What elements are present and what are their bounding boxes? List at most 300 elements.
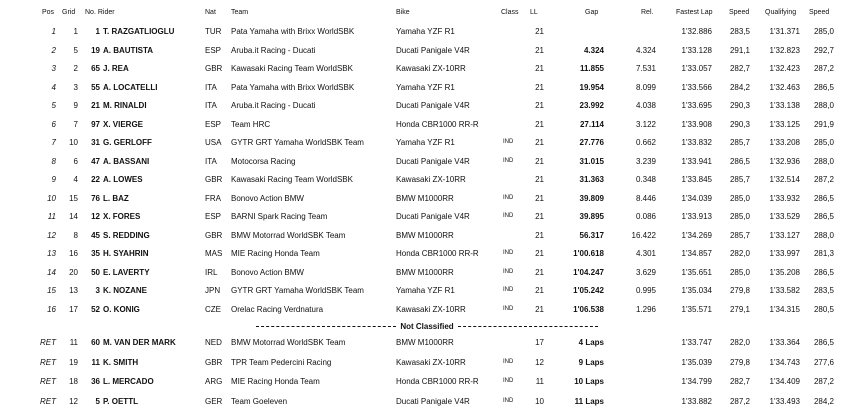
header-qualifying: Qualifying: [765, 9, 797, 16]
cell-grid: 19: [69, 357, 78, 367]
cell-rider-name: O. KONIG: [103, 304, 140, 314]
cell-qualifying: 1'34.409: [769, 377, 800, 386]
cell-class: IND: [503, 157, 514, 164]
cell-grid: 12: [69, 396, 78, 406]
cell-speed: 287,2: [729, 396, 750, 406]
cell-rider-number: 19: [91, 45, 100, 55]
cell-qualifying: 1'32.514: [769, 175, 800, 184]
cell-rider-number: 50: [91, 267, 100, 277]
cell-fastest-lap: 1'32.886: [681, 27, 712, 36]
cell-laps: 21: [535, 101, 544, 110]
cell-grid: 7: [73, 119, 78, 129]
cell-grid: 9: [73, 101, 78, 110]
cell-speed: 290,3: [729, 101, 750, 110]
cell-gap: 4 Laps: [578, 338, 604, 347]
cell-pos: 3: [51, 64, 56, 73]
cell-bike: Ducati Panigale V4R: [396, 45, 470, 55]
cell-bike: Yamaha YZF R1: [396, 27, 455, 36]
cell-qualifying: 1'33.208: [769, 138, 800, 147]
cell-rel: 0.348: [635, 175, 656, 184]
cell-rider-number: 22: [91, 175, 100, 184]
cell-qualifying-speed: 288,0: [813, 230, 834, 240]
table-row: [0, 23, 854, 40]
cell-bike: Yamaha YZF R1: [396, 286, 455, 295]
cell-qualifying: 1'33.529: [769, 212, 800, 221]
cell-qualifying-speed: 277,6: [813, 357, 834, 367]
cell-bike: BMW M1000RR: [396, 230, 454, 240]
table-row: [0, 245, 854, 262]
cell-rider-name: X. FORES: [103, 212, 141, 221]
cell-pos: RET: [40, 357, 56, 367]
cell-speed: 285,0: [729, 193, 750, 203]
cell-qualifying: 1'32.936: [769, 156, 800, 166]
cell-team: MIE Racing Honda Team: [231, 377, 320, 386]
table-row: [0, 190, 854, 207]
cell-gap: 1'05.242: [573, 286, 604, 295]
header-grid: Grid: [62, 9, 76, 16]
cell-rel: 0.662: [635, 138, 656, 147]
cell-rider-name: K. NOZANE: [103, 286, 147, 295]
header-team: Team: [231, 9, 249, 16]
cell-pos: 6: [51, 119, 56, 129]
cell-bike: BMW M1000RR: [396, 193, 454, 203]
cell-speed: 283,5: [729, 27, 750, 36]
cell-grid: 1: [73, 27, 78, 36]
cell-fastest-lap: 1'34.857: [681, 249, 712, 258]
cell-speed: 282,0: [729, 338, 750, 347]
cell-rider-name: M. VAN DER MARK: [103, 338, 176, 347]
cell-nationality: NED: [205, 338, 222, 347]
table-row: [0, 354, 854, 371]
table-row: [0, 97, 854, 114]
cell-fastest-lap: 1'33.128: [681, 45, 712, 55]
cell-bike: Honda CBR1000 RR-R: [396, 377, 479, 386]
cell-laps: 21: [535, 212, 544, 221]
table-row: [0, 42, 854, 59]
cell-grid: 8: [73, 230, 78, 240]
cell-class: IND: [503, 268, 514, 275]
cell-rider-number: 76: [91, 193, 100, 203]
header-gap: Gap: [585, 9, 599, 16]
table-row: [0, 134, 854, 151]
table-row: [0, 393, 854, 410]
cell-gap: 27.114: [579, 119, 604, 129]
cell-laps: 21: [535, 175, 544, 184]
cell-speed: 282,7: [729, 377, 750, 386]
cell-bike: Kawasaki ZX-10RR: [396, 64, 466, 73]
cell-rider-name: L. MERCADO: [103, 377, 154, 386]
cell-fastest-lap: 1'33.832: [681, 138, 712, 147]
cell-bike: BMW M1000RR: [396, 267, 454, 277]
cell-grid: 3: [73, 82, 78, 92]
cell-laps: 10: [535, 396, 544, 406]
header-fastest-lap: Fastest Lap: [676, 9, 713, 16]
cell-team: Kawasaki Racing Team WorldSBK: [231, 64, 353, 73]
table-row: [0, 171, 854, 188]
cell-team: Team Goeleven: [231, 396, 288, 406]
cell-qualifying: 1'33.582: [769, 286, 800, 295]
cell-laps: 21: [535, 64, 544, 73]
table-row: [0, 60, 854, 77]
cell-laps: 21: [535, 156, 544, 166]
cell-rider-name: A. BASSANI: [103, 156, 150, 166]
cell-rider-number: 5: [95, 396, 100, 406]
cell-nationality: USA: [205, 138, 222, 147]
cell-team: Orelac Racing Verdnatura: [231, 304, 324, 314]
cell-team: BMW Motorrad WorldSBK Team: [231, 338, 346, 347]
table-row: [0, 282, 854, 299]
cell-grid: 4: [73, 175, 78, 184]
cell-pos: RET: [40, 338, 56, 347]
cell-qualifying-speed: 286,5: [813, 193, 834, 203]
cell-gap: 11 Laps: [574, 396, 604, 406]
cell-gap: 39.809: [579, 193, 604, 203]
cell-class: IND: [503, 287, 514, 293]
table-row: [0, 334, 854, 351]
cell-qualifying-speed: 286,5: [813, 267, 834, 277]
cell-rel: 1.296: [635, 304, 656, 314]
cell-team: MIE Racing Honda Team: [231, 249, 320, 258]
table-row: [0, 301, 854, 318]
cell-laps: 17: [535, 338, 544, 347]
cell-rider-name: A. LOWES: [103, 175, 143, 184]
cell-rel: 8.446: [635, 193, 656, 203]
cell-fastest-lap: 1'33.747: [681, 338, 712, 347]
cell-qualifying: 1'33.364: [769, 338, 800, 347]
cell-class: IND: [503, 139, 514, 145]
cell-gap: 31.015: [579, 156, 604, 166]
cell-pos: 1: [51, 27, 56, 36]
cell-nationality: ESP: [205, 212, 222, 221]
cell-team: GYTR GRT Yamaha WorldSBK Team: [231, 138, 364, 147]
cell-grid: 6: [73, 156, 78, 166]
header-row: [0, 4, 854, 21]
cell-gap: 27.776: [579, 138, 604, 147]
cell-class: IND: [503, 194, 514, 201]
cell-laps: 21: [535, 286, 544, 295]
header-rel: Rel.: [641, 9, 654, 16]
cell-speed: 291,1: [729, 45, 750, 55]
cell-pos: RET: [40, 396, 56, 406]
cell-pos: RET: [40, 377, 56, 386]
cell-rel: 7.531: [635, 64, 656, 73]
cell-nationality: ITA: [205, 82, 217, 92]
cell-laps: 21: [535, 138, 544, 147]
cell-rel: 4.324: [635, 45, 656, 55]
cell-nationality: ITA: [205, 156, 217, 166]
cell-team: Aruba.it Racing - Ducati: [231, 45, 316, 55]
cell-pos: 10: [47, 193, 56, 203]
cell-fastest-lap: 1'35.034: [681, 286, 712, 295]
cell-gap: 9 Laps: [578, 357, 604, 367]
cell-laps: 12: [535, 357, 544, 367]
cell-bike: Ducati Panigale V4R: [396, 396, 470, 406]
cell-pos: 11: [47, 212, 56, 221]
cell-qualifying: 1'34.315: [769, 304, 800, 314]
cell-grid: 15: [69, 193, 78, 203]
cell-gap: 23.992: [579, 101, 604, 110]
table-row: [0, 116, 854, 133]
cell-nationality: GER: [205, 396, 223, 406]
cell-rel: 0.995: [635, 286, 656, 295]
cell-bike: Yamaha YZF R1: [396, 82, 455, 92]
cell-rider-name: J. REA: [103, 64, 129, 73]
cell-qualifying: 1'33.127: [769, 230, 800, 240]
header-qualifying-speed: Speed: [809, 9, 830, 16]
cell-team: Pata Yamaha with Brixx WorldSBK: [231, 82, 355, 92]
cell-gap: 1'06.538: [573, 304, 604, 314]
cell-rel: 8.099: [635, 82, 656, 92]
cell-fastest-lap: 1'33.695: [681, 101, 712, 110]
table-row: [0, 208, 854, 225]
cell-rel: 0.086: [635, 212, 656, 221]
cell-nationality: GBR: [205, 230, 223, 240]
cell-speed: 279,8: [729, 357, 750, 367]
cell-laps: 21: [535, 267, 544, 277]
cell-fastest-lap: 1'35.039: [681, 357, 712, 367]
cell-qualifying: 1'31.371: [769, 27, 800, 36]
cell-pos: 13: [47, 249, 56, 258]
cell-speed: 285,7: [729, 230, 750, 240]
cell-rider-number: 1: [95, 27, 100, 36]
cell-nationality: TUR: [205, 27, 222, 36]
cell-class: IND: [503, 250, 514, 256]
cell-rider-name: S. REDDING: [103, 230, 150, 240]
cell-fastest-lap: 1'35.651: [681, 267, 712, 277]
cell-nationality: ARG: [205, 377, 223, 386]
cell-gap: 11.855: [579, 64, 604, 73]
cell-nationality: GBR: [205, 357, 223, 367]
table-row: [0, 373, 854, 390]
cell-speed: 290,3: [729, 119, 750, 129]
cell-nationality: IRL: [205, 267, 218, 277]
cell-rider-number: 36: [91, 377, 100, 386]
cell-team: TPR Team Pedercini Racing: [231, 357, 332, 367]
cell-bike: Kawasaki ZX-10RR: [396, 304, 466, 314]
not-classified-label: Not Classified: [400, 322, 454, 331]
cell-grid: 20: [69, 267, 78, 277]
cell-qualifying-speed: 287,2: [813, 175, 834, 184]
cell-rider-number: 97: [91, 119, 100, 129]
cell-qualifying-speed: 288,0: [813, 156, 834, 166]
cell-rider-name: K. SMITH: [103, 357, 139, 367]
cell-rider-number: 31: [91, 138, 100, 147]
cell-pos: 12: [47, 230, 56, 240]
cell-rider-name: T. RAZGATLIOGLU: [103, 27, 175, 36]
cell-bike: Ducati Panigale V4R: [396, 101, 470, 110]
cell-rider-number: 12: [91, 212, 100, 221]
cell-nationality: ESP: [205, 45, 222, 55]
cell-laps: 21: [535, 304, 544, 314]
cell-pos: 2: [51, 45, 56, 55]
cell-rider-number: 35: [91, 249, 100, 258]
header-class: Class: [501, 9, 519, 16]
cell-laps: 21: [535, 249, 544, 258]
cell-speed: 279,8: [729, 286, 750, 295]
cell-qualifying-speed: 287,2: [813, 64, 834, 73]
cell-speed: 284,2: [729, 82, 750, 92]
cell-rel: 4.038: [635, 101, 656, 110]
cell-gap: 1'00.618: [573, 249, 604, 258]
cell-qualifying-speed: 288,0: [813, 101, 834, 110]
cell-bike: BMW M1000RR: [396, 338, 454, 347]
cell-grid: 14: [69, 212, 78, 221]
cell-fastest-lap: 1'33.908: [681, 119, 712, 129]
cell-rider-name: M. RINALDI: [103, 101, 147, 110]
cell-qualifying-speed: 285,0: [813, 138, 834, 147]
cell-qualifying: 1'33.125: [769, 119, 800, 129]
cell-pos: 4: [51, 82, 56, 92]
cell-gap: 31.363: [579, 175, 604, 184]
cell-nationality: CZE: [205, 304, 221, 314]
cell-rider-number: 11: [91, 357, 100, 367]
cell-rider-name: A. LOCATELLI: [103, 82, 158, 92]
cell-bike: Honda CBR1000 RR-R: [396, 249, 479, 258]
cell-nationality: GBR: [205, 175, 223, 184]
cell-qualifying-speed: 281,3: [813, 249, 834, 258]
cell-speed: 285,7: [729, 138, 750, 147]
cell-gap: 4.324: [583, 45, 604, 55]
cell-laps: 21: [535, 27, 544, 36]
cell-speed: 282,0: [729, 249, 750, 258]
table-row: [0, 264, 854, 281]
cell-rider-name: E. LAVERTY: [103, 267, 150, 277]
cell-gap: 19.954: [579, 82, 604, 92]
cell-qualifying: 1'33.997: [769, 249, 800, 258]
cell-laps: 21: [535, 193, 544, 203]
cell-speed: 282,7: [729, 64, 750, 73]
cell-pos: 8: [51, 156, 56, 166]
cell-qualifying: 1'34.743: [769, 357, 800, 367]
table-row: [0, 79, 854, 96]
cell-pos: 15: [47, 286, 56, 295]
header-bike: Bike: [396, 9, 410, 16]
cell-rider-name: A. BAUTISTA: [103, 45, 154, 55]
cell-bike: Ducati Panigale V4R: [396, 156, 470, 166]
cell-fastest-lap: 1'33.941: [681, 156, 712, 166]
cell-gap: 1'04.247: [573, 267, 604, 277]
cell-team: Aruba.it Racing - Ducati: [231, 101, 316, 110]
cell-grid: 10: [69, 138, 78, 147]
cell-rider-number: 47: [91, 156, 100, 166]
cell-fastest-lap: 1'34.269: [681, 230, 712, 240]
cell-nationality: MAS: [205, 249, 223, 258]
cell-grid: 2: [73, 64, 78, 73]
cell-qualifying: 1'32.823: [769, 45, 800, 55]
cell-team: Kawasaki Racing Team WorldSBK: [231, 175, 353, 184]
cell-rider-name: H. SYAHRIN: [103, 249, 149, 258]
header-ll: LL: [530, 9, 538, 16]
cell-fastest-lap: 1'33.057: [681, 64, 712, 73]
cell-gap: 39.895: [579, 212, 604, 221]
cell-grid: 13: [69, 286, 78, 295]
cell-rel: 16.422: [631, 230, 656, 240]
cell-qualifying-speed: 286,5: [813, 82, 834, 92]
cell-bike: Kawasaki ZX-10RR: [396, 357, 466, 367]
cell-fastest-lap: 1'34.039: [681, 193, 712, 203]
cell-laps: 21: [535, 119, 544, 129]
cell-qualifying-speed: 291,9: [813, 119, 834, 129]
cell-bike: Kawasaki ZX-10RR: [396, 175, 466, 184]
cell-qualifying-speed: 283,5: [813, 286, 834, 295]
cell-pos: 14: [47, 267, 56, 277]
cell-rider-number: 45: [91, 230, 100, 240]
cell-qualifying-speed: 284,2: [813, 396, 834, 406]
cell-bike: Ducati Panigale V4R: [396, 212, 470, 221]
cell-grid: 11: [69, 338, 78, 347]
header-nat: Nat: [205, 9, 216, 16]
cell-rider-number: 65: [91, 64, 100, 73]
cell-pos: 9: [51, 175, 56, 184]
cell-class: IND: [503, 378, 514, 384]
cell-team: BMW Motorrad WorldSBK Team: [231, 230, 346, 240]
cell-speed: 285,0: [729, 212, 750, 221]
cell-bike: Yamaha YZF R1: [396, 138, 455, 147]
table-row: [0, 227, 854, 244]
cell-gap: 10 Laps: [574, 377, 604, 386]
cell-pos: 7: [51, 138, 56, 147]
cell-laps: 11: [535, 377, 544, 386]
cell-rel: 3.629: [635, 267, 656, 277]
cell-team: GYTR GRT Yamaha WorldSBK Team: [231, 286, 364, 295]
cell-qualifying-speed: 286,5: [813, 338, 834, 347]
cell-nationality: ESP: [205, 119, 222, 129]
header-pos: Pos: [42, 9, 55, 16]
cell-rel: 3.122: [635, 119, 656, 129]
cell-team: BARNI Spark Racing Team: [231, 212, 328, 221]
cell-speed: 286,5: [729, 156, 750, 166]
cell-qualifying-speed: 287,2: [813, 377, 834, 386]
cell-rider-name: G. GERLOFF: [103, 138, 152, 147]
cell-qualifying: 1'33.493: [769, 396, 800, 406]
cell-nationality: JPN: [205, 286, 221, 295]
cell-fastest-lap: 1'35.571: [681, 304, 712, 314]
header-no-rider: No. Rider: [85, 9, 115, 16]
cell-nationality: FRA: [205, 193, 221, 203]
cell-team: Bonovo Action BMW: [231, 267, 304, 277]
cell-rider-number: 21: [91, 101, 100, 110]
cell-laps: 21: [535, 82, 544, 92]
cell-rider-name: L. BAZ: [103, 193, 129, 203]
cell-qualifying-speed: 292,7: [813, 45, 834, 55]
cell-grid: 17: [69, 304, 78, 314]
cell-qualifying: 1'35.208: [769, 267, 800, 277]
cell-team: Team HRC: [231, 119, 271, 129]
cell-laps: 21: [535, 230, 544, 240]
cell-rider-name: X. VIERGE: [103, 119, 144, 129]
cell-rider-number: 60: [91, 338, 100, 347]
cell-speed: 285,7: [729, 175, 750, 184]
cell-class: IND: [503, 397, 514, 404]
cell-class: IND: [503, 305, 514, 312]
cell-nationality: ITA: [205, 101, 217, 110]
cell-qualifying-speed: 285,0: [813, 27, 834, 36]
cell-fastest-lap: 1'33.845: [681, 175, 712, 184]
cell-pos: 16: [47, 304, 56, 314]
not-classified-divider: [0, 321, 854, 333]
cell-laps: 21: [535, 45, 544, 55]
cell-fastest-lap: 1'34.799: [681, 377, 712, 386]
table-row: [0, 153, 854, 170]
cell-grid: 16: [69, 249, 78, 258]
cell-qualifying: 1'33.932: [769, 193, 800, 203]
cell-team: Motocorsa Racing: [231, 156, 296, 166]
cell-team: Pata Yamaha with Brixx WorldSBK: [231, 27, 355, 36]
cell-qualifying: 1'33.138: [769, 101, 800, 110]
cell-fastest-lap: 1'33.566: [681, 82, 712, 92]
cell-qualifying: 1'32.423: [769, 64, 800, 73]
cell-fastest-lap: 1'33.882: [681, 396, 712, 406]
